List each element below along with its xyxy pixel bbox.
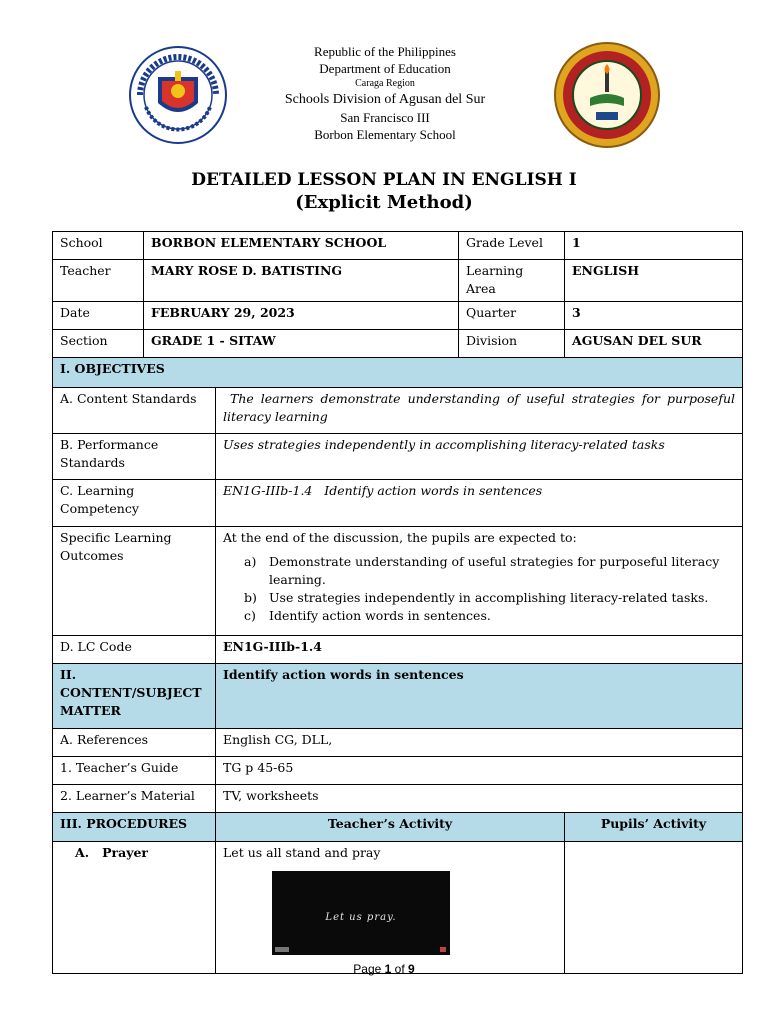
prayer-teacher-cell [216,842,565,974]
learning-outcomes-cell [216,527,743,636]
document-title: DETAILED LESSON PLAN IN ENGLISH I [191,170,577,190]
district-line: San Francisco III [340,110,430,125]
document-subtitle: (Explicit Method) [295,192,473,213]
lesson-plan-table [52,231,743,974]
info-row-section [53,330,743,358]
learners-material-row [53,785,743,813]
prayer-row [53,842,743,974]
references-value: English CG, DLL, [216,729,743,757]
section-value: GRADE 1 - SITAW [144,330,459,358]
video-progress-control [275,947,289,952]
page-number: 1 [384,962,392,976]
page-footer [0,962,768,976]
objectives-heading-row [53,358,743,388]
section-label: Section [53,330,144,358]
department-line: Department of Education [319,61,451,76]
info-row-school [53,232,743,260]
content-value: Identify action words in sentences [216,664,743,729]
performance-standards-label: B. Performance Standards [53,434,216,480]
list-marker: a) [244,554,257,569]
video-caption: Let us pray. [325,912,397,923]
content-standards-value: The learners demonstrate understanding of useful strategies for purposeful literacy learning [216,388,743,434]
procedures-heading: III. PROCEDURES [53,813,216,842]
list-item [244,553,735,589]
performance-standards-row [53,434,743,480]
objectives-heading: I. OBJECTIVES [53,358,743,388]
letterhead [0,40,768,150]
pupils-activity-header: Pupils’ Activity [565,813,743,842]
list-item-text: Use strategies independently in accomplishing literacy-related tasks. [269,590,709,605]
school-label: School [53,232,144,260]
quarter-label: Quarter [459,302,565,330]
references-label: A. References [53,729,216,757]
lc-code-row [53,636,743,664]
learning-outcomes-row [53,527,743,636]
procedures-heading-row [53,813,743,842]
list-marker: b) [244,590,257,605]
references-row [53,729,743,757]
list-item [244,589,735,607]
teacher-label: Teacher [53,260,144,302]
prayer-video-thumbnail[interactable] [272,871,450,955]
prayer-label: Prayer [102,845,149,860]
deped-seal-logo [128,45,228,145]
prayer-pupils-cell [565,842,743,974]
learning-outcomes-list [223,553,735,625]
school-value: BORBON ELEMENTARY SCHOOL [144,232,459,260]
grade-value: 1 [565,232,743,260]
list-marker: c) [244,608,256,623]
content-heading-row [53,664,743,729]
info-row-teacher [53,260,743,302]
region-line: Caraga Region [355,78,415,89]
teacher-value: MARY ROSE D. BATISTING [144,260,459,302]
prayer-marker: A. [75,845,90,860]
letterhead-text [230,43,540,143]
video-settings-icon [440,947,446,952]
performance-standards-value: Uses strategies independently in accomplishing literacy-related tasks [216,434,743,480]
learning-competency-value: EN1G-IIIb-1.4 Identify action words in sentences [216,480,743,527]
learners-material-value: TV, worksheets [216,785,743,813]
prayer-label-cell [53,842,216,974]
lc-code-value: EN1G-IIIb-1.4 [216,636,743,664]
list-item-text: Identify action words in sentences. [269,608,491,623]
teachers-guide-row [53,757,743,785]
division-line: Schools Division of Agusan del Sur [284,92,486,107]
list-item [244,607,735,625]
learning-outcomes-intro: At the end of the discussion, the pupils are expected to: [223,530,577,545]
of-word: of [394,962,405,976]
division-label: Division [459,330,565,358]
republic-line: Republic of the Philippines [314,44,456,59]
info-row-date [53,302,743,330]
quarter-value: 3 [565,302,743,330]
date-value: FEBRUARY 29, 2023 [144,302,459,330]
school-line: Borbon Elementary School [314,127,456,142]
grade-label: Grade Level [459,232,565,260]
content-standards-label: A. Content Standards [53,388,216,434]
area-value: ENGLISH [565,260,743,302]
teacher-activity-header: Teacher’s Activity [216,813,565,842]
content-standards-row [53,388,743,434]
learners-material-label: 2. Learner’s Material [53,785,216,813]
prayer-text: Let us all stand and pray [223,845,381,860]
teachers-guide-value: TG p 45-65 [216,757,743,785]
lc-code-label: D. LC Code [53,636,216,664]
learning-competency-row [53,480,743,527]
list-item-text: Demonstrate understanding of useful strategies for purposeful literacy learning. [269,554,720,587]
content-heading: II. CONTENT/SUBJECT MATTER [53,664,216,729]
learning-outcomes-label: Specific Learning Outcomes [53,527,216,636]
page-word: Page [353,962,382,976]
school-seal-logo [552,40,662,150]
division-value: AGUSAN DEL SUR [565,330,743,358]
teachers-guide-label: 1. Teacher’s Guide [53,757,216,785]
area-label: Learning Area [459,260,565,302]
page-total: 9 [408,962,415,976]
date-label: Date [53,302,144,330]
learning-competency-label: C. Learning Competency [53,480,216,527]
